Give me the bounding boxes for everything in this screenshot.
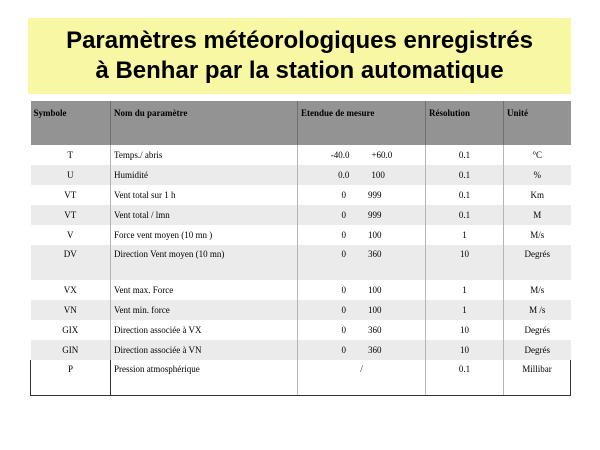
header-etendue-mesure: Etendue de mesure — [298, 101, 426, 145]
cell-symbol: GIX — [31, 320, 111, 340]
cell-name: Direction associée à VX — [111, 320, 298, 340]
range-min: 0.0 — [338, 170, 350, 180]
cell-range — [298, 340, 426, 360]
title-banner — [28, 18, 571, 94]
cell-name: Vent min. force — [111, 300, 298, 320]
range-max: 999 — [368, 210, 382, 220]
cell-name: Force vent moyen (10 mn ) — [111, 225, 298, 245]
cell-resolution: 1 — [426, 225, 504, 245]
range-max: 360 — [368, 325, 382, 335]
cell-name: Vent total / lmn — [111, 205, 298, 225]
cell-resolution: 1 — [426, 300, 504, 320]
cell-resolution: 0.1 — [426, 360, 504, 396]
range-max: 100 — [371, 170, 385, 180]
cell-symbol: DV — [31, 245, 111, 280]
cell-range: / — [298, 360, 426, 396]
cell-unit: Degrés — [504, 320, 571, 340]
table-row — [31, 360, 571, 396]
table-row — [31, 340, 571, 360]
cell-unit: °C — [504, 145, 571, 165]
table-row — [31, 205, 571, 225]
cell-resolution: 0.1 — [426, 205, 504, 225]
cell-unit: M /s — [504, 300, 571, 320]
table-row — [31, 185, 571, 205]
range-min: 0 — [341, 190, 346, 200]
cell-resolution: 0.1 — [426, 145, 504, 165]
range-min: 0 — [341, 325, 346, 335]
cell-range — [298, 185, 426, 205]
cell-range — [298, 245, 426, 280]
cell-name: Vent max. Force — [111, 280, 298, 300]
cell-name: Humidité — [111, 165, 298, 185]
cell-range — [298, 145, 426, 165]
cell-name: Direction Vent moyen (10 mn) — [111, 245, 298, 280]
cell-unit: M/s — [504, 225, 571, 245]
table-header-row — [31, 101, 571, 145]
cell-name: Direction associée à VN — [111, 340, 298, 360]
cell-resolution: 0.1 — [426, 165, 504, 185]
range-max: 100 — [368, 285, 382, 295]
cell-resolution: 1 — [426, 280, 504, 300]
cell-range — [298, 225, 426, 245]
cell-unit: M/s — [504, 280, 571, 300]
cell-name: Vent total sur 1 h — [111, 185, 298, 205]
range-min: -40.0 — [330, 150, 350, 160]
cell-symbol: P — [31, 360, 111, 396]
table-row — [31, 245, 571, 280]
table-row — [31, 300, 571, 320]
cell-range — [298, 320, 426, 340]
title-line-2: à Benhar par la station automatique — [95, 57, 504, 84]
cell-symbol: VX — [31, 280, 111, 300]
cell-resolution: 10 — [426, 340, 504, 360]
range-max: 360 — [368, 345, 382, 355]
range-max: +60.0 — [371, 150, 393, 160]
cell-symbol: U — [31, 165, 111, 185]
header-unite: Unité — [504, 101, 571, 145]
cell-symbol: GIN — [31, 340, 111, 360]
range-min: 0 — [341, 249, 346, 259]
table-row — [31, 225, 571, 245]
range-min: 0 — [341, 210, 346, 220]
cell-unit: Millibar — [504, 360, 571, 396]
range-max: 100 — [368, 230, 382, 240]
cell-symbol: VT — [31, 185, 111, 205]
range-max: 100 — [368, 305, 382, 315]
cell-symbol: VT — [31, 205, 111, 225]
cell-unit: Degrés — [504, 340, 571, 360]
cell-resolution: 10 — [426, 320, 504, 340]
cell-unit: % — [504, 165, 571, 185]
cell-name: Pression atmosphérique — [111, 360, 298, 396]
cell-range — [298, 205, 426, 225]
range-min: 0 — [341, 305, 346, 315]
parameters-table — [30, 101, 571, 396]
table-row — [31, 145, 571, 165]
header-symbole: Symbole — [31, 101, 111, 145]
cell-range — [298, 280, 426, 300]
cell-resolution: 0.1 — [426, 185, 504, 205]
cell-range — [298, 165, 426, 185]
header-resolution: Résolution — [426, 101, 504, 145]
cell-unit: Degrés — [504, 245, 571, 280]
range-min: 0 — [341, 230, 346, 240]
table-row — [31, 165, 571, 185]
range-max: 999 — [368, 190, 382, 200]
range-max: 360 — [368, 249, 382, 259]
range-min: 0 — [341, 285, 346, 295]
table-row — [31, 280, 571, 300]
cell-unit: M — [504, 205, 571, 225]
cell-symbol: V — [31, 225, 111, 245]
cell-resolution: 10 — [426, 245, 504, 280]
cell-name: Temps./ abris — [111, 145, 298, 165]
title-line-1: Paramètres météorologiques enregistrés — [66, 27, 533, 54]
range-min: 0 — [341, 345, 346, 355]
table-row — [31, 320, 571, 340]
cell-range — [298, 300, 426, 320]
header-nom-parametre: Nom du paramètre — [111, 101, 298, 145]
cell-symbol: VN — [31, 300, 111, 320]
cell-symbol: T — [31, 145, 111, 165]
cell-unit: Km — [504, 185, 571, 205]
